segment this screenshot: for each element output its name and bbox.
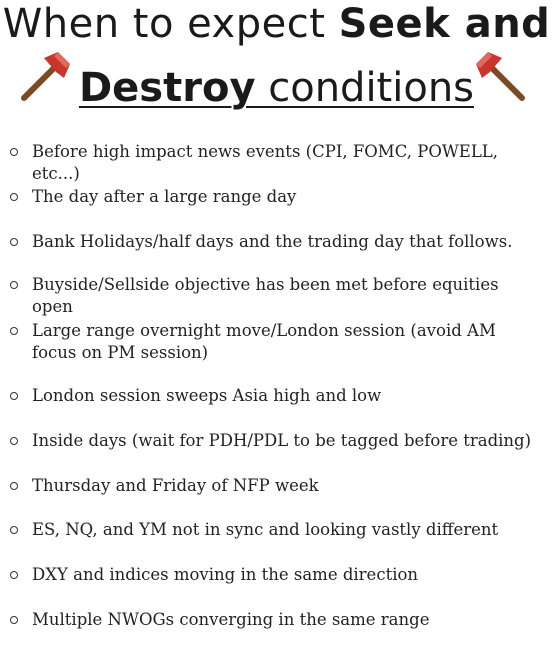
list-item bbox=[10, 475, 540, 497]
title-suffix: conditions bbox=[255, 65, 475, 111]
list-item-text: London session sweeps Asia high and low bbox=[32, 386, 382, 405]
list-item bbox=[10, 141, 540, 185]
list-item bbox=[10, 430, 540, 452]
bullet-icon bbox=[10, 193, 18, 201]
list-item-text: ES, NQ, and YM not in sync and looking vastly different bbox=[32, 520, 499, 539]
bullet-icon bbox=[10, 238, 18, 246]
list-item-text: Large range overnight move/London session (avoid AM focus on PM session) bbox=[32, 321, 496, 362]
list-item bbox=[10, 385, 540, 407]
list-item-text: The day after a large range day bbox=[32, 187, 297, 206]
list-item bbox=[10, 186, 540, 208]
list-item-text: Thursday and Friday of NFP week bbox=[32, 476, 319, 495]
list-item-text: Bank Holidays/half days and the trading day that follows. bbox=[32, 232, 513, 251]
list-item bbox=[10, 231, 540, 253]
list-item-text: DXY and indices moving in the same direction bbox=[32, 565, 419, 584]
list-item-text: Multiple NWOGs converging in the same range bbox=[32, 610, 430, 629]
list-item-text: Inside days (wait for PDH/PDL to be tagged before trading) bbox=[32, 431, 532, 450]
title-prefix: When to expect bbox=[2, 1, 339, 47]
bullet-icon bbox=[10, 327, 18, 335]
title-bold-seek-and: Seek and bbox=[338, 1, 551, 47]
bullet-icon bbox=[10, 392, 18, 400]
list-item bbox=[10, 564, 540, 586]
bullet-icon bbox=[10, 571, 18, 579]
list-item bbox=[10, 274, 540, 318]
bullet-icon bbox=[10, 616, 18, 624]
list-item-text: Before high impact news events (CPI, FOMC, POWELL, etc...) bbox=[32, 142, 499, 183]
title-bold-destroy: Destroy bbox=[78, 65, 256, 111]
bullet-icon bbox=[10, 482, 18, 490]
bullet-icon bbox=[10, 526, 18, 534]
bullet-icon bbox=[10, 148, 18, 156]
bullet-icon bbox=[10, 281, 18, 289]
list-item-text: Buyside/Sellside objective has been met before equities open bbox=[32, 275, 499, 316]
list-item bbox=[10, 320, 540, 364]
bullet-icon bbox=[10, 437, 18, 445]
list-item bbox=[10, 609, 540, 631]
list-item bbox=[10, 519, 540, 541]
